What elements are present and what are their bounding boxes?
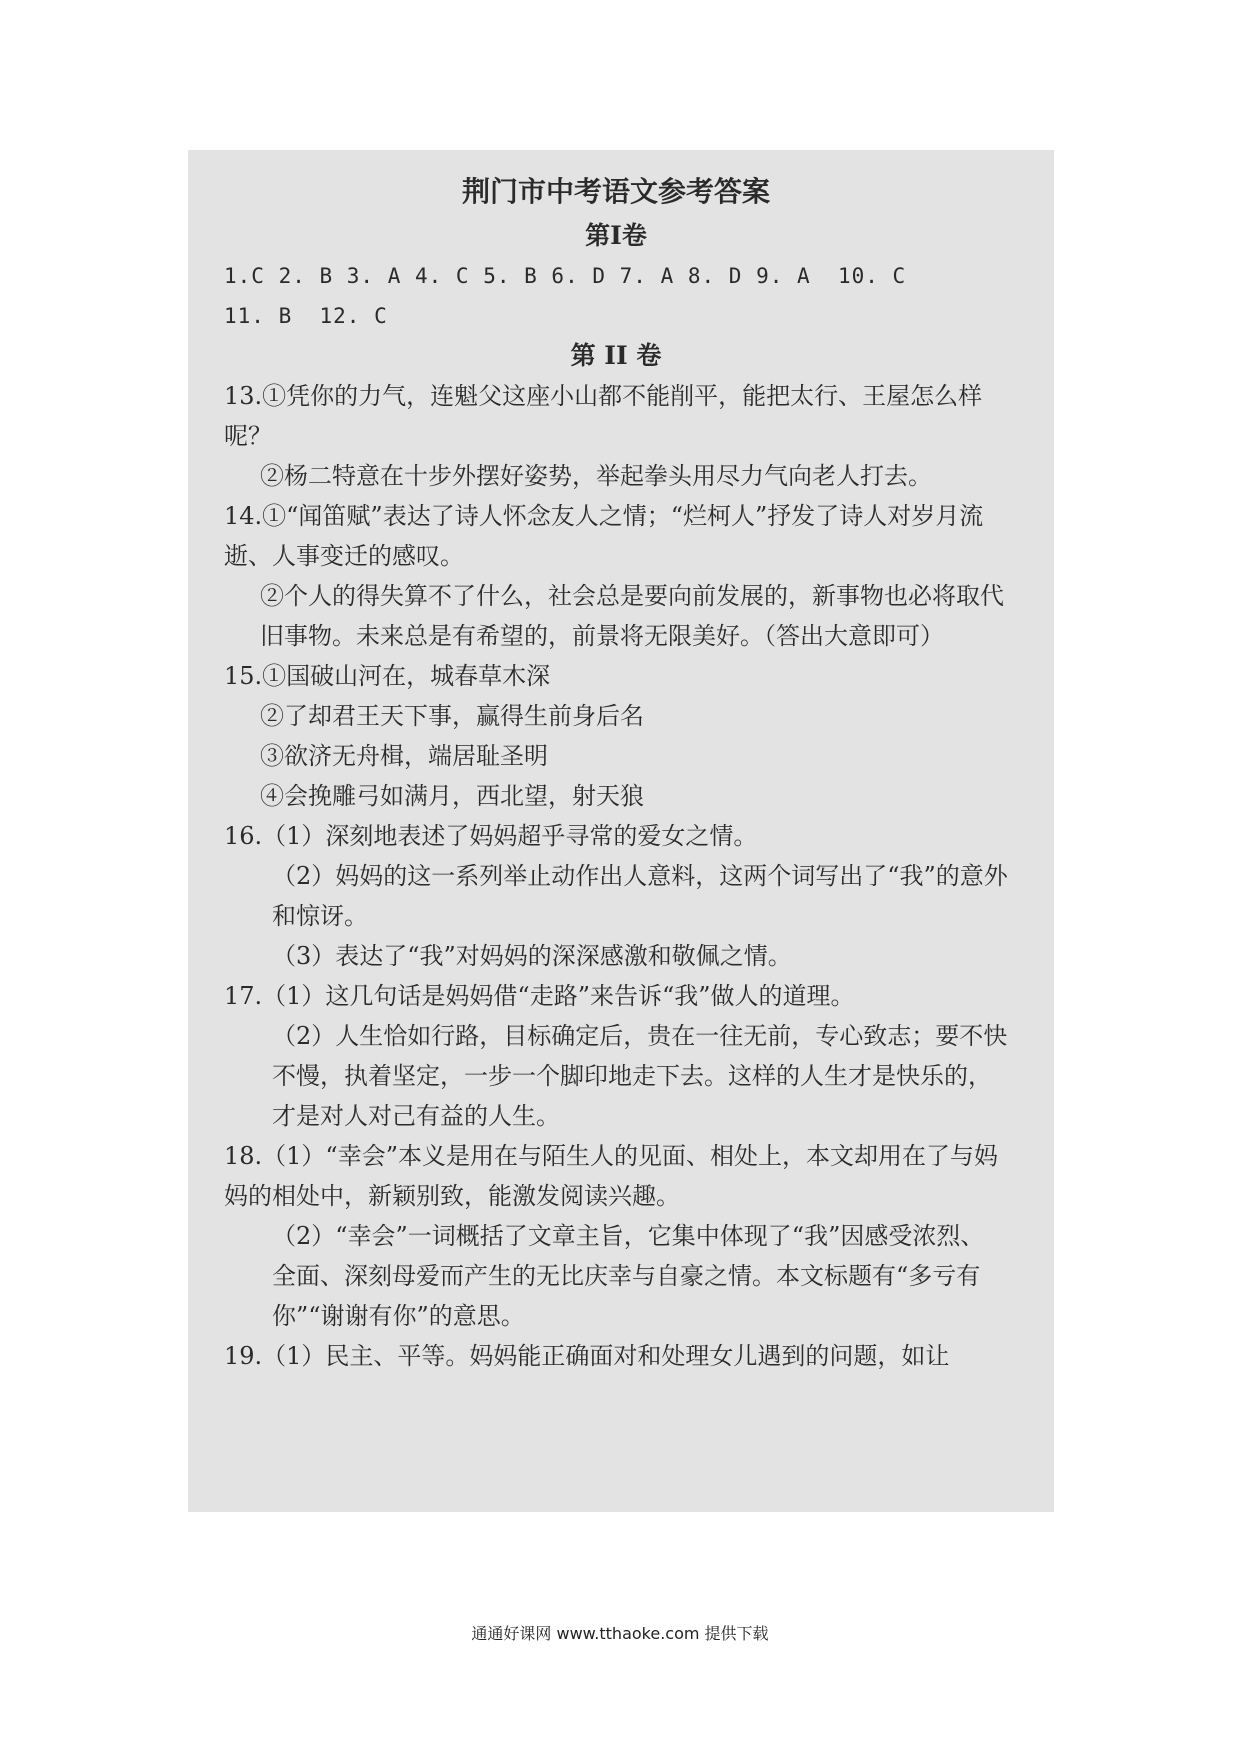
answer-14-1: 14.①“闻笛赋”表达了诗人怀念友人之情；“烂柯人”抒发了诗人对岁月流逝、人事变迁的感叹。: [224, 502, 984, 570]
answer-sheet: [188, 150, 1054, 1512]
mc-answers-line-1: 1.C 2. B 3. A 4. C 5. B 6. D 7. A 8. D 9. A 10. C: [224, 264, 907, 288]
answer-13-2: ②杨二特意在十步外摆好姿势，举起拳头用尽力气向老人打去。: [260, 462, 932, 490]
document-title: 荆门市中考语文参考答案: [461, 175, 770, 208]
answer-16-1: 16.（1）深刻地表述了妈妈超乎寻常的爱女之情。: [224, 822, 758, 850]
answer-17-2: （2）人生恰如行路，目标确定后，贵在一往无前，专心致志；要不快不慢，执着坚定，一步一个脚印地走下去。这样的人生才是快乐的，才是对人对己有益的人生。: [272, 1022, 1008, 1130]
answer-15-4: ④会挽雕弓如满月，西北望，射天狼: [260, 782, 644, 810]
section-heading-1: 第Ⅰ卷: [585, 221, 647, 250]
answer-16-2: （2）妈妈的这一系列举止动作出人意料，这两个词写出了“我”的意外和惊讶。: [272, 862, 1008, 930]
section-heading-2: 第 II 卷: [570, 341, 662, 370]
answer-17-1: 17.（1）这几句话是妈妈借“走路”来告诉“我”做人的道理。: [224, 982, 855, 1010]
answer-14-2: ②个人的得失算不了什么，社会总是要向前发展的，新事物也必将取代旧事物。未来总是有希望的，前景将无限美好。（答出大意即可）: [260, 582, 1004, 650]
answer-15-2: ②了却君王天下事，赢得生前身后名: [260, 702, 644, 730]
mc-answers-line-2: 11. B 12. C: [224, 304, 388, 328]
answer-15-1: 15.①国破山河在，城春草木深: [224, 662, 551, 690]
answer-13-1: 13.①凭你的力气，连魁父这座小山都不能削平，能把太行、王屋怎么样呢？: [224, 382, 983, 450]
answer-18-1: 18.（1）“幸会”本义是用在与陌生人的见面、相处上，本文却用在了与妈妈的相处中，新颖别致，能激发阅读兴趣。: [224, 1142, 998, 1210]
answer-15-3: ③欲济无舟楫，端居耻圣明: [260, 742, 548, 770]
answer-16-3: （3）表达了“我”对妈妈的深深感激和敬佩之情。: [272, 942, 792, 970]
answer-19-1: 19.（1）民主、平等。妈妈能正确面对和处理女儿遇到的问题，如让: [224, 1342, 950, 1370]
answer-content: [224, 172, 1008, 1376]
answer-18-2: （2）“幸会”一词概括了文章主旨，它集中体现了“我”因感受浓烈、全面、深刻母爱而产生的无比庆幸与自豪之情。本文标题有“多亏有你”“谢谢有你”的意思。: [272, 1222, 985, 1330]
download-footer: 通通好课网 www.tthaoke.com 提供下载: [471, 1624, 769, 1643]
